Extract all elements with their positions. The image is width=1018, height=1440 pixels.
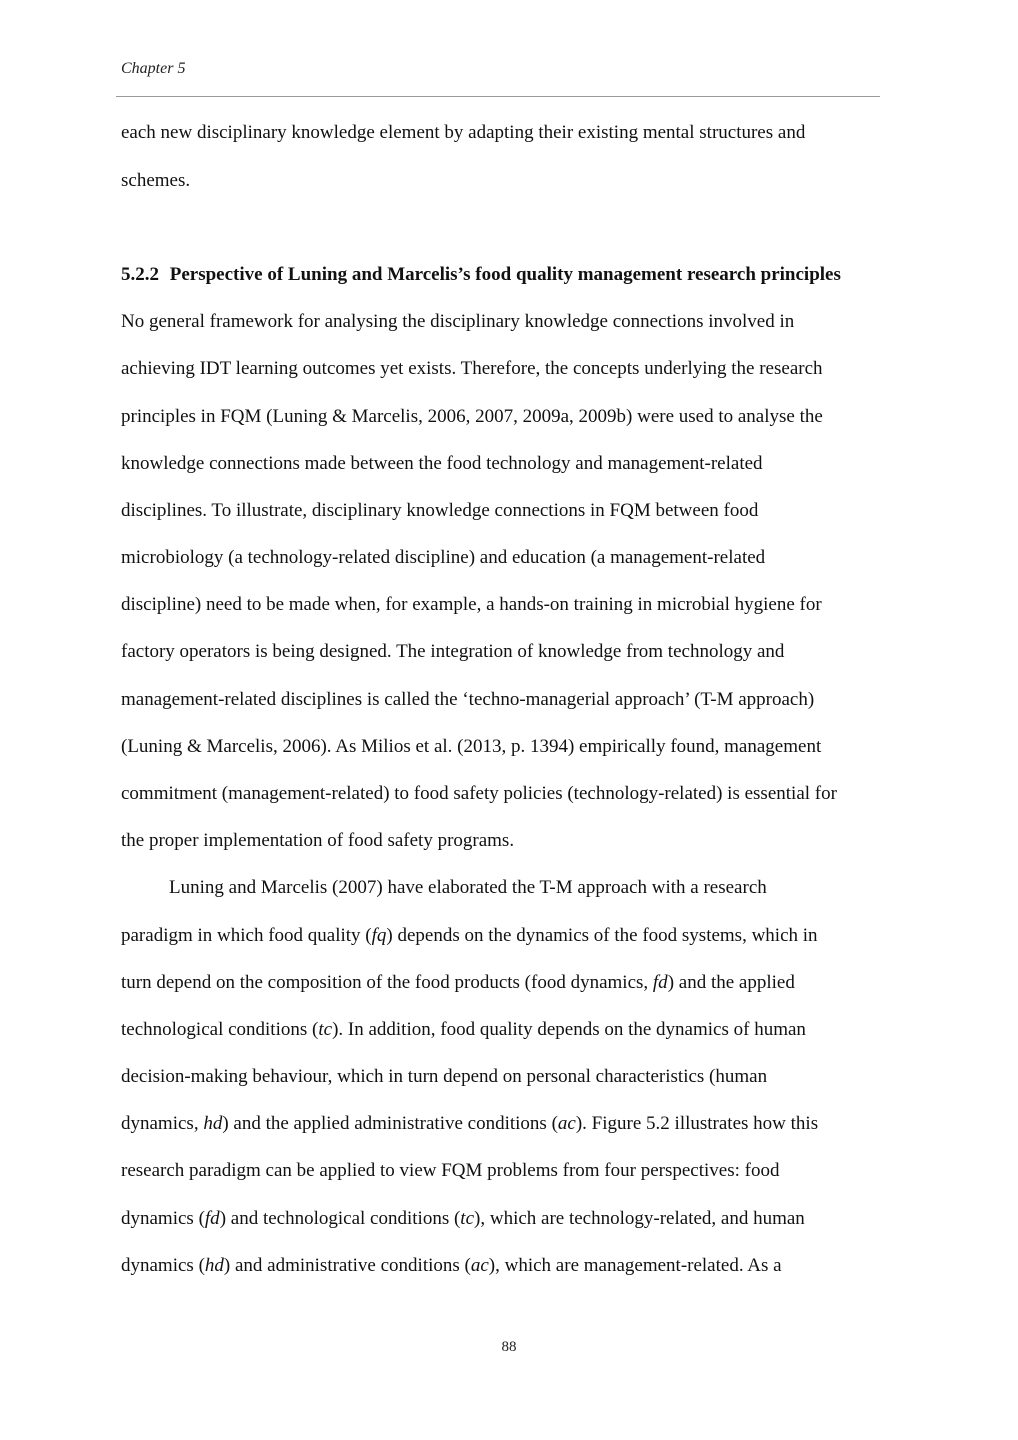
body-text-line (121, 971, 795, 995)
body-text-line: (Luning & Marcelis, 2006). As Milios et al. (2013, p. 1394) empirically found, management (121, 736, 822, 757)
text-span: paradigm in which food quality ( (121, 925, 372, 946)
body-text-line (121, 1254, 782, 1278)
body-text-line: each new disciplinary knowledge element by adapting their existing mental structures and (121, 122, 806, 143)
body-text-line (121, 1207, 805, 1231)
symbol-fd: fd (204, 1208, 220, 1229)
section-title: Perspective of Luning and Marcelis’s food quality management research principles (169, 264, 841, 285)
body-text-line (121, 1018, 806, 1042)
text-span: ) and the applied (667, 972, 795, 993)
body-text-line: discipline) need to be made when, for example, a hands-on training in microbial hygiene for (121, 594, 822, 615)
body-text-line: factory operators is being designed. The integration of knowledge from technology and (121, 641, 785, 662)
symbol-tc: tc (460, 1208, 475, 1229)
body-text-line: management-related disciplines is called the ‘techno-managerial approach’ (T-M approach) (121, 689, 815, 710)
text-span: ), which are technology-related, and human (474, 1208, 805, 1229)
body-text-line: principles in FQM (Luning & Marcelis, 2006, 2007, 2009a, 2009b) were used to analyse the (121, 406, 823, 427)
text-span: ). Figure 5.2 illustrates how this (575, 1113, 819, 1134)
symbol-ac: ac (470, 1255, 489, 1276)
text-span: ) and the applied administrative conditions ( (222, 1113, 558, 1134)
running-header: Chapter 5 (121, 60, 186, 77)
section-number: 5.2.2 (121, 264, 159, 285)
body-text-line: knowledge connections made between the food technology and management-related (121, 453, 763, 474)
body-text-line: decision-making behaviour, which in turn depend on personal characteristics (human (121, 1066, 768, 1087)
body-text-line: commitment (management-related) to food safety policies (technology-related) is essential for (121, 783, 837, 804)
body-text-line: research paradigm can be applied to view FQM problems from four perspectives: food (121, 1160, 780, 1181)
symbol-hd: hd (203, 1113, 223, 1134)
symbol-fq: fq (371, 925, 387, 946)
body-text-line: No general framework for analysing the disciplinary knowledge connections involved in (121, 311, 795, 332)
body-text-line: Luning and Marcelis (2007) have elaborated the T-M approach with a research (169, 877, 767, 898)
text-span: ) and administrative conditions ( (223, 1255, 471, 1276)
body-text-line (121, 924, 818, 948)
body-text-line: achieving IDT learning outcomes yet exists. Therefore, the concepts underlying the research (121, 358, 823, 379)
symbol-hd: hd (204, 1255, 224, 1276)
body-text-line: schemes. (121, 170, 191, 191)
text-span: technological conditions ( (121, 1019, 319, 1040)
body-text-line: disciplines. To illustrate, disciplinary knowledge connections in FQM between food (121, 500, 759, 521)
section-heading (121, 263, 841, 287)
symbol-ac: ac (557, 1113, 576, 1134)
body-text-line: the proper implementation of food safety programs. (121, 830, 515, 851)
text-span: turn depend on the composition of the food products (food dynamics, (121, 972, 653, 993)
symbol-tc: tc (318, 1019, 333, 1040)
text-span: ) depends on the dynamics of the food systems, which in (386, 925, 818, 946)
text-span: dynamics, (121, 1113, 204, 1134)
symbol-fd: fd (652, 972, 668, 993)
text-span: ). In addition, food quality depends on the dynamics of human (332, 1019, 806, 1040)
text-span: dynamics ( (121, 1208, 205, 1229)
text-span: ) and technological conditions ( (219, 1208, 461, 1229)
header-rule (116, 96, 880, 97)
body-text-line (121, 1112, 818, 1136)
text-span: dynamics ( (121, 1255, 205, 1276)
body-text-line: microbiology (a technology-related discipline) and education (a management-related (121, 547, 766, 568)
text-span: ), which are management-related. As a (488, 1255, 782, 1276)
page-number: 88 (501, 1339, 517, 1355)
